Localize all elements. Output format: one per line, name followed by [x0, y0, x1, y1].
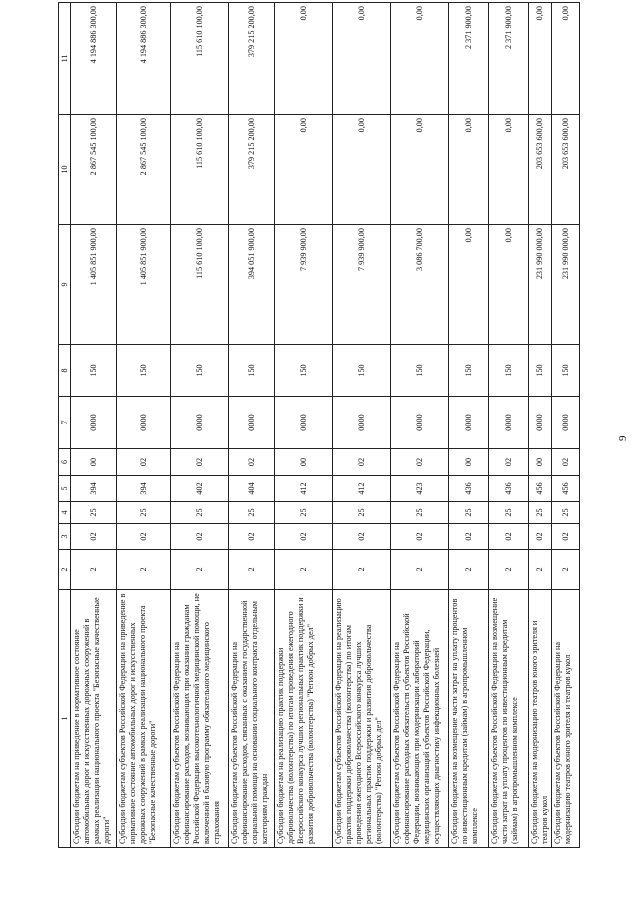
- amount-cell: 0,00: [333, 3, 391, 115]
- amount-cell: 2 867 545 100,00: [71, 115, 117, 225]
- column-header: 3: [59, 524, 71, 550]
- code-cell: 412: [275, 476, 333, 502]
- code-cell: 2: [391, 550, 449, 590]
- code-cell: 02: [229, 449, 275, 476]
- amount-cell: 203 653 600,00: [552, 115, 580, 225]
- page-number-text: 9: [617, 435, 629, 441]
- code-cell: 25: [275, 502, 333, 524]
- code-cell: 150: [71, 345, 117, 397]
- table-row: [275, 3, 333, 848]
- code-cell: 25: [391, 502, 449, 524]
- code-cell: 150: [171, 345, 229, 397]
- code-cell: 02: [529, 524, 552, 550]
- code-cell: 02: [71, 524, 117, 550]
- amount-cell: 231 990 000,00: [552, 225, 580, 345]
- table-row: [117, 3, 171, 848]
- column-header: 2: [59, 550, 71, 590]
- code-cell: 150: [117, 345, 171, 397]
- code-cell: 150: [229, 345, 275, 397]
- amount-cell: 4 194 886 300,00: [71, 3, 117, 115]
- table-row: [229, 3, 275, 848]
- budget-table: [58, 2, 580, 848]
- code-cell: 0000: [449, 397, 489, 449]
- amount-cell: 379 215 200,00: [229, 3, 275, 115]
- row-name: Субсидии бюджетам на возмещение части затрат на уплату процентов по инвестиционным кредитам (займам) в агропромышленном комплексе: [449, 590, 489, 848]
- code-cell: 25: [552, 502, 580, 524]
- code-cell: 25: [71, 502, 117, 524]
- code-cell: 02: [275, 524, 333, 550]
- code-cell: 02: [171, 449, 229, 476]
- table-row: [391, 3, 449, 848]
- amount-cell: 2 371 900,00: [449, 3, 489, 115]
- code-cell: 02: [171, 524, 229, 550]
- amount-cell: 0,00: [275, 115, 333, 225]
- amount-cell: 4 194 886 300,00: [117, 3, 171, 115]
- table-row: [489, 3, 529, 848]
- code-cell: 150: [391, 345, 449, 397]
- amount-cell: 0,00: [275, 3, 333, 115]
- amount-cell: 1 405 851 900,00: [117, 225, 171, 345]
- code-cell: 2: [489, 550, 529, 590]
- code-cell: 2: [275, 550, 333, 590]
- header-row: [59, 3, 71, 848]
- code-cell: 0000: [117, 397, 171, 449]
- code-cell: 412: [333, 476, 391, 502]
- code-cell: 150: [489, 345, 529, 397]
- code-cell: 00: [275, 449, 333, 476]
- code-cell: 2: [117, 550, 171, 590]
- amount-cell: 115 610 100,00: [171, 115, 229, 225]
- amount-cell: 7 939 900,00: [333, 225, 391, 345]
- amount-cell: 203 653 600,00: [529, 115, 552, 225]
- code-cell: 394: [71, 476, 117, 502]
- code-cell: 0000: [171, 397, 229, 449]
- row-name: Субсидии бюджетам на модернизацию театров юного зрителя и театров кукол: [529, 590, 552, 848]
- code-cell: 02: [333, 449, 391, 476]
- code-cell: 25: [529, 502, 552, 524]
- amount-cell: 231 990 000,00: [529, 225, 552, 345]
- amount-cell: 2 371 900,00: [489, 3, 529, 115]
- budget-table-container: [58, 3, 608, 848]
- code-cell: 02: [333, 524, 391, 550]
- row-name: Субсидии бюджетам субъектов Российской Федерации на софинансирование расходов, связанных с оказанием государственной социальной помощи на основании социального контракта отдельным категориям граждан: [229, 590, 275, 848]
- column-header: 1: [59, 590, 71, 848]
- row-name: Субсидии бюджетам на реализацию практик поддержки добровольчества (волонтерства) по итогам проведения ежегодного Всероссийского конкурса лучших региональных практик поддержки и развития добровольчества (волонтерства) "Регион добрых дел": [275, 590, 333, 848]
- code-cell: 02: [552, 524, 580, 550]
- code-cell: 423: [391, 476, 449, 502]
- code-cell: 436: [449, 476, 489, 502]
- amount-cell: 0,00: [449, 115, 489, 225]
- code-cell: 25: [333, 502, 391, 524]
- code-cell: 02: [489, 524, 529, 550]
- code-cell: 436: [489, 476, 529, 502]
- row-name: Субсидии бюджетам субъектов Российской Федерации на возмещение части затрат на уплату процентов по инвестиционным кредитам (займам) в агропромышленном комплексе: [489, 590, 529, 848]
- table-row: [529, 3, 552, 848]
- table-body: [59, 3, 580, 848]
- code-cell: 2: [449, 550, 489, 590]
- row-name: Субсидии бюджетам на приведение в нормативное состояние автомобильных дорог и искусственных дорожных сооружений в рамках реализации национального проекта "Безопасные качественные дороги": [71, 590, 117, 848]
- code-cell: 150: [529, 345, 552, 397]
- code-cell: 2: [171, 550, 229, 590]
- code-cell: 0000: [333, 397, 391, 449]
- code-cell: 456: [552, 476, 580, 502]
- code-cell: 394: [117, 476, 171, 502]
- code-cell: 150: [275, 345, 333, 397]
- code-cell: 02: [117, 449, 171, 476]
- code-cell: 0000: [71, 397, 117, 449]
- column-header: 6: [59, 449, 71, 476]
- column-header: 9: [59, 225, 71, 345]
- code-cell: 456: [529, 476, 552, 502]
- code-cell: 25: [229, 502, 275, 524]
- code-cell: 150: [333, 345, 391, 397]
- table-row: [333, 3, 391, 848]
- table-row: [449, 3, 489, 848]
- table-row: [552, 3, 580, 848]
- amount-cell: 0,00: [333, 115, 391, 225]
- code-cell: 02: [552, 449, 580, 476]
- code-cell: 404: [229, 476, 275, 502]
- code-cell: 150: [449, 345, 489, 397]
- code-cell: 00: [449, 449, 489, 476]
- row-name: Субсидии бюджетам субъектов Российской Федерации на софинансирование расходных обязательств субъектов Российской Федерации, возникающих при модернизации лабораторий медицинских организаций субъектов Российской Федерации, осуществляющих диагностику инфекционных болезней: [391, 590, 449, 848]
- row-name: Субсидии бюджетам субъектов Российской Федерации на софинансирование расходов, возникающих при оказании гражданам Российской Федерации высокотехнологичной медицинской помощи, не включенной в базовую программу обязательного медицинского страхования: [171, 590, 229, 848]
- amount-cell: 7 939 900,00: [275, 225, 333, 345]
- code-cell: 25: [171, 502, 229, 524]
- code-cell: 25: [489, 502, 529, 524]
- code-cell: 2: [71, 550, 117, 590]
- code-cell: 0000: [229, 397, 275, 449]
- code-cell: 00: [71, 449, 117, 476]
- table-row: [71, 3, 117, 848]
- code-cell: 25: [449, 502, 489, 524]
- code-cell: 02: [117, 524, 171, 550]
- amount-cell: 0,00: [391, 3, 449, 115]
- code-cell: 02: [391, 449, 449, 476]
- code-cell: 2: [552, 550, 580, 590]
- amount-cell: 3 086 700,00: [391, 225, 449, 345]
- code-cell: 402: [171, 476, 229, 502]
- column-header: 4: [59, 502, 71, 524]
- amount-cell: 2 867 545 100,00: [117, 115, 171, 225]
- column-header: 10: [59, 115, 71, 225]
- column-header: 5: [59, 476, 71, 502]
- code-cell: 0000: [391, 397, 449, 449]
- code-cell: 0000: [489, 397, 529, 449]
- row-name: Субсидии бюджетам субъектов Российской Федерации на реализацию практик поддержки добровольчества (волонтерства) по итогам проведения ежегодного Всероссийского конкурса лучших региональных практик поддержки и развития добровольчества (волонтерства) "Регион добрых дел": [333, 590, 391, 848]
- amount-cell: 0,00: [489, 225, 529, 345]
- amount-cell: 0,00: [529, 3, 552, 115]
- code-cell: 0000: [275, 397, 333, 449]
- row-name: Субсидии бюджетам субъектов Российской Федерации на приведение в нормативное состояние автомобильных дорог и искусственных дорожных сооружений в рамках реализации национального проекта "Безопасные качественные дороги": [117, 590, 171, 848]
- code-cell: 02: [489, 449, 529, 476]
- code-cell: 0000: [529, 397, 552, 449]
- code-cell: 150: [552, 345, 580, 397]
- amount-cell: 115 610 100,00: [171, 3, 229, 115]
- amount-cell: 0,00: [489, 115, 529, 225]
- code-cell: 02: [449, 524, 489, 550]
- code-cell: 02: [391, 524, 449, 550]
- amount-cell: 0,00: [552, 3, 580, 115]
- code-cell: 0000: [552, 397, 580, 449]
- column-header: 11: [59, 3, 71, 115]
- column-header: 7: [59, 397, 71, 449]
- code-cell: 02: [229, 524, 275, 550]
- row-name: Субсидии бюджетам субъектов Российской Федерации на модернизацию театров юного зрителя и театров кукол: [552, 590, 580, 848]
- amount-cell: 379 215 200,00: [229, 115, 275, 225]
- code-cell: 2: [529, 550, 552, 590]
- code-cell: 2: [333, 550, 391, 590]
- amount-cell: 115 610 100,00: [171, 225, 229, 345]
- code-cell: 25: [117, 502, 171, 524]
- amount-cell: 394 051 900,00: [229, 225, 275, 345]
- table-row: [171, 3, 229, 848]
- amount-cell: 0,00: [391, 115, 449, 225]
- amount-cell: 1 405 851 900,00: [71, 225, 117, 345]
- code-cell: 2: [229, 550, 275, 590]
- code-cell: 00: [529, 449, 552, 476]
- amount-cell: 0,00: [449, 225, 489, 345]
- column-header: 8: [59, 345, 71, 397]
